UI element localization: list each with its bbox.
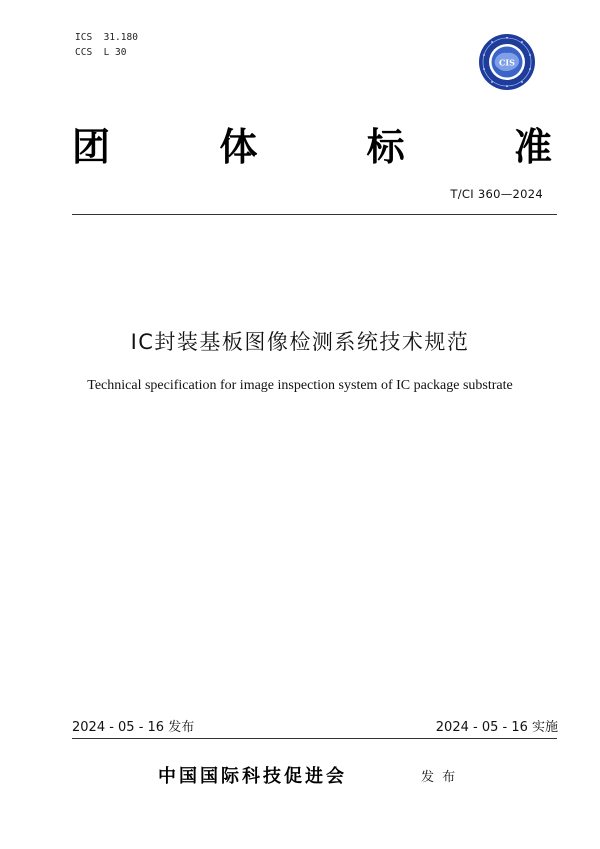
bottom-divider bbox=[72, 738, 557, 739]
issue-date: 2024 - 05 - 16 发布 bbox=[72, 720, 195, 735]
top-divider bbox=[72, 214, 557, 215]
standard-type-char: 标 bbox=[366, 125, 405, 169]
title-chinese: IC封装基板图像检测系统技术规范 bbox=[130, 330, 470, 354]
ics-code: ICS 31.180 bbox=[75, 32, 138, 43]
standard-type-heading bbox=[72, 122, 552, 172]
ccs-code: CCS L 30 bbox=[75, 47, 127, 58]
standard-type-char: 准 bbox=[513, 125, 552, 169]
organization-seal-icon bbox=[478, 33, 536, 91]
standard-number: T/CI 360—2024 bbox=[450, 187, 543, 201]
seal-center-text: CIS bbox=[499, 57, 515, 68]
standard-type-char: 团 bbox=[72, 125, 111, 169]
implementation-date: 2024 - 05 - 16 实施 bbox=[435, 720, 558, 735]
issuer-action: 发 布 bbox=[421, 770, 458, 785]
standard-type-char: 体 bbox=[219, 125, 258, 169]
issuer-name: 中国国际科技促进会 bbox=[158, 766, 347, 787]
title-english: Technical specification for image inspection system of IC package substrate bbox=[87, 378, 513, 393]
seal-graphic bbox=[478, 33, 536, 91]
classification-codes bbox=[75, 30, 138, 60]
